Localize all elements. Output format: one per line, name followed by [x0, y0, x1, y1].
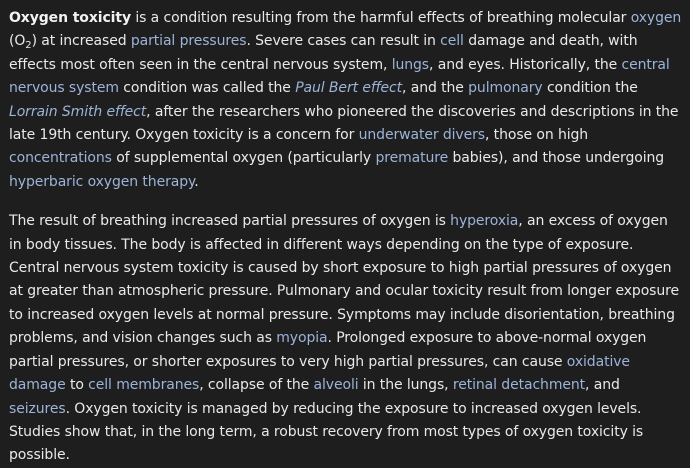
text-span: , an excess of oxygen in body tissues. The body is affected in different ways depending on the type of exposure. Central nervous system toxicity is caused by short exposure to high partial pressures of oxygen at greater than atmospheric pressure. Pulmonary and ocular toxicity result from longer exposure to increased oxygen levels at normal pressure. Symptoms may include disorientation, breathing problems, and vision changes such as — [9, 213, 679, 347]
link-cell[interactable]: cell — [440, 33, 464, 50]
text-span: of supplemental oxygen (particularly — [111, 150, 376, 167]
link-premature[interactable]: premature — [375, 150, 449, 167]
text-span: . Severe cases can result in — [246, 33, 441, 50]
link-alveoli[interactable]: alveoli — [313, 377, 359, 394]
link-myopia[interactable]: myopia — [276, 330, 328, 347]
link-hyperoxia[interactable]: hyperoxia — [450, 213, 519, 230]
link-underwater-divers[interactable]: underwater divers — [358, 127, 485, 144]
link-oxidative-damage[interactable]: oxidative damage — [9, 353, 630, 394]
text-span: , collapse of the — [199, 377, 314, 394]
text-span: , those on high — [484, 127, 589, 144]
article-term: Oxygen toxicity — [9, 10, 131, 26]
link-lungs[interactable]: lungs — [391, 56, 430, 73]
text-span: . — [194, 173, 199, 190]
text-span: in the lungs, — [358, 377, 453, 394]
text-span: babies), and those undergoing — [448, 150, 665, 167]
text-span: The result of breathing increased partial pressures of oxygen is — [9, 213, 451, 230]
link-lorrain-smith-effect[interactable]: Lorrain Smith effect — [9, 103, 147, 120]
text-span: (O — [9, 33, 26, 50]
text-span: condition the — [542, 80, 638, 97]
link-hyperbaric-oxygen-therapy[interactable]: hyperbaric oxygen therapy — [9, 173, 195, 190]
paragraph-intro — [9, 7, 682, 194]
link-central-nervous-system[interactable]: central nervous system — [9, 56, 670, 97]
text-span: , and the — [402, 80, 469, 97]
text-span: to — [65, 377, 89, 394]
subscript-2: 2 — [25, 40, 32, 52]
text-span: , after the researchers who pioneered the discoveries and descriptions in the late 19th century. Oxygen toxicity is a concern for — [9, 103, 679, 144]
text-span: . Prolonged exposure to above-normal oxygen partial pressures, or shorter exposures to very high partial pressures, can cause — [9, 330, 647, 370]
paragraph-effects — [9, 210, 682, 467]
link-retinal-detachment[interactable]: retinal detachment — [452, 377, 586, 394]
link-cell-membranes[interactable]: cell membranes — [88, 377, 200, 394]
link-oxygen[interactable]: oxygen — [630, 10, 682, 26]
text-span: . Oxygen toxicity is managed by reducing the exposure to increased oxygen levels. Studies show that, in the long term, a robust recovery from most types of oxygen toxicity is possible. — [9, 400, 644, 464]
link-partial-pressures[interactable]: partial pressures — [130, 33, 247, 50]
link-pulmonary[interactable]: pulmonary — [468, 80, 543, 97]
link-concentrations[interactable]: concentrations — [9, 150, 112, 167]
text-span: , and eyes. Historically, the — [429, 56, 622, 73]
link-seizures[interactable]: seizures — [9, 400, 66, 417]
link-paul-bert-effect[interactable]: Paul Bert effect — [295, 80, 403, 97]
text-span: damage and death, with effects most often seen in the central nervous system, — [9, 33, 638, 73]
text-span: ) at increased — [31, 33, 131, 50]
text-span: , and — [585, 377, 620, 394]
text-span: is a condition resulting from the harmful effects of breathing molecular — [130, 10, 631, 26]
text-span: condition was called the — [118, 80, 296, 97]
